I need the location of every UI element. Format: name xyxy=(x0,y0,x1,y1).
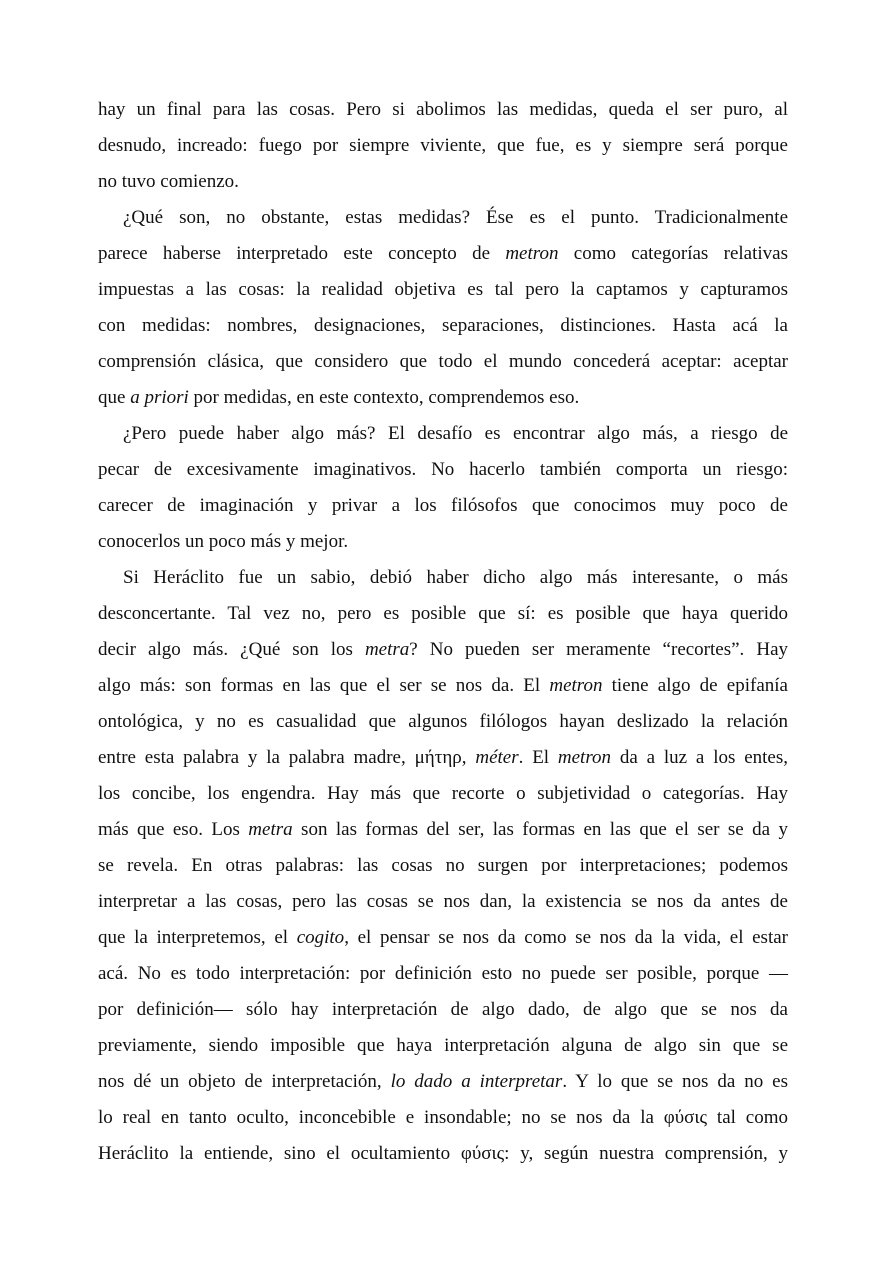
text-run: impuestas a las cosas: la realidad objetiva es tal pero la captamos y capturamos xyxy=(98,279,788,300)
text-run: pecar de excesivamente imaginativos. No hacerlo también comporta un riesgo: xyxy=(98,459,788,480)
text-line xyxy=(98,1136,788,1172)
document-page xyxy=(98,92,788,1172)
text-run: se revela. En otras palabras: las cosas no surgen por interpretaciones; podemos xyxy=(98,855,788,876)
text-run: parece haberse interpretado este concepto de xyxy=(98,243,506,264)
text-run: comprensión clásica, que considero que todo el mundo concederá aceptar: aceptar xyxy=(98,351,788,372)
text-line xyxy=(98,272,788,308)
text-line xyxy=(98,92,788,128)
italic-term: metra xyxy=(364,639,410,660)
italic-term: méter xyxy=(475,747,519,768)
text-run: . Y lo que se nos da no es xyxy=(562,1071,788,1092)
italic-term: metra xyxy=(248,819,293,840)
text-run: desconcertante. Tal vez no, pero es posible que sí: es posible que haya querido xyxy=(98,603,788,624)
text-run: tiene algo de epifanía xyxy=(602,675,788,696)
italic-term: metron xyxy=(557,747,612,768)
paragraph-p2 xyxy=(98,200,788,416)
text-line xyxy=(98,200,788,236)
text-run: previamente, siendo imposible que haya interpretación alguna de algo sin que se xyxy=(98,1035,788,1056)
text-line xyxy=(98,668,788,704)
paragraph-p4 xyxy=(98,560,788,1172)
text-line xyxy=(98,884,788,920)
paragraph-p1 xyxy=(98,92,788,200)
text-run: con medidas: nombres, designaciones, separaciones, distinciones. Hasta acá la xyxy=(98,315,788,336)
italic-term: metron xyxy=(549,675,603,696)
text-line xyxy=(98,596,788,632)
text-run: da a luz a los entes, xyxy=(611,747,788,768)
text-run: . El xyxy=(518,747,558,768)
text-line xyxy=(98,848,788,884)
text-run: interpretar a las cosas, pero las cosas se nos dan, la existencia se nos da antes de xyxy=(98,891,788,912)
text-line xyxy=(98,128,788,164)
text-run: carecer de imaginación y privar a los filósofos que conocimos muy poco de xyxy=(98,495,788,516)
text-line xyxy=(98,1028,788,1064)
italic-term: a priori xyxy=(130,387,189,408)
text-line xyxy=(98,812,788,848)
text-line xyxy=(98,704,788,740)
text-run: no tuvo comienzo. xyxy=(98,171,239,192)
text-line xyxy=(98,776,788,812)
text-run: los concibe, los engendra. Hay más que recorte o subjetividad o categorías. Hay xyxy=(98,783,788,804)
italic-term: cogito xyxy=(296,927,345,948)
text-line xyxy=(98,956,788,992)
text-run: nos dé un objeto de interpretación, xyxy=(98,1071,391,1092)
italic-term: lo dado a interpretar xyxy=(390,1071,563,1092)
text-run: como categorías relativas xyxy=(558,243,788,264)
text-run: , el pensar se nos da como se nos da la vida, el estar xyxy=(344,927,788,948)
text-line xyxy=(98,488,788,524)
text-line xyxy=(98,416,788,452)
text-run: decir algo más. ¿Qué son los xyxy=(98,639,365,660)
text-line xyxy=(98,1100,788,1136)
text-line xyxy=(98,992,788,1028)
text-run: Heráclito la entiende, sino el ocultamiento φύσις: y, según nuestra comprensión, y xyxy=(98,1143,788,1164)
text-line xyxy=(98,344,788,380)
text-line xyxy=(98,452,788,488)
text-run: acá. No es todo interpretación: por definición esto no puede ser posible, porque — xyxy=(98,963,788,984)
text-run: conocerlos un poco más y mejor. xyxy=(98,531,349,552)
text-run: ¿Pero puede haber algo más? El desafío es encontrar algo más, a riesgo de xyxy=(123,423,788,444)
text-run: algo más: son formas en las que el ser se nos da. El xyxy=(98,675,550,696)
text-line xyxy=(98,236,788,272)
text-run: ontológica, y no es casualidad que algunos filólogos hayan deslizado la relación xyxy=(98,711,788,732)
text-run: entre esta palabra y la palabra madre, μήτηρ, xyxy=(98,747,476,768)
text-run: más que eso. Los xyxy=(98,819,249,840)
text-run: ? No pueden ser meramente “recortes”. Hay xyxy=(409,639,788,660)
italic-term: metron xyxy=(505,243,559,264)
text-line xyxy=(98,740,788,776)
text-run: son las formas del ser, las formas en las que el ser se da y xyxy=(292,819,788,840)
text-line xyxy=(98,308,788,344)
text-run: ¿Qué son, no obstante, estas medidas? Ése es el punto. Tradicionalmente xyxy=(123,207,788,228)
text-run: por definición— sólo hay interpretación de algo dado, de algo que se nos da xyxy=(98,999,788,1020)
text-line xyxy=(98,380,788,416)
text-line xyxy=(98,524,788,560)
text-run: por medidas, en este contexto, comprendemos eso. xyxy=(188,387,580,408)
text-line xyxy=(98,164,788,200)
text-run: hay un final para las cosas. Pero si abolimos las medidas, queda el ser puro, al xyxy=(98,99,788,120)
text-line xyxy=(98,632,788,668)
text-run: lo real en tanto oculto, inconcebible e insondable; no se nos da la φύσις tal como xyxy=(98,1107,788,1128)
text-line xyxy=(98,560,788,596)
text-run: que xyxy=(98,387,131,408)
text-line xyxy=(98,920,788,956)
text-run: desnudo, increado: fuego por siempre viviente, que fue, es y siempre será porque xyxy=(98,135,788,156)
paragraph-p3 xyxy=(98,416,788,560)
text-line xyxy=(98,1064,788,1100)
text-run: Si Heráclito fue un sabio, debió haber dicho algo más interesante, o más xyxy=(123,567,788,588)
text-run: que la interpretemos, el xyxy=(98,927,297,948)
